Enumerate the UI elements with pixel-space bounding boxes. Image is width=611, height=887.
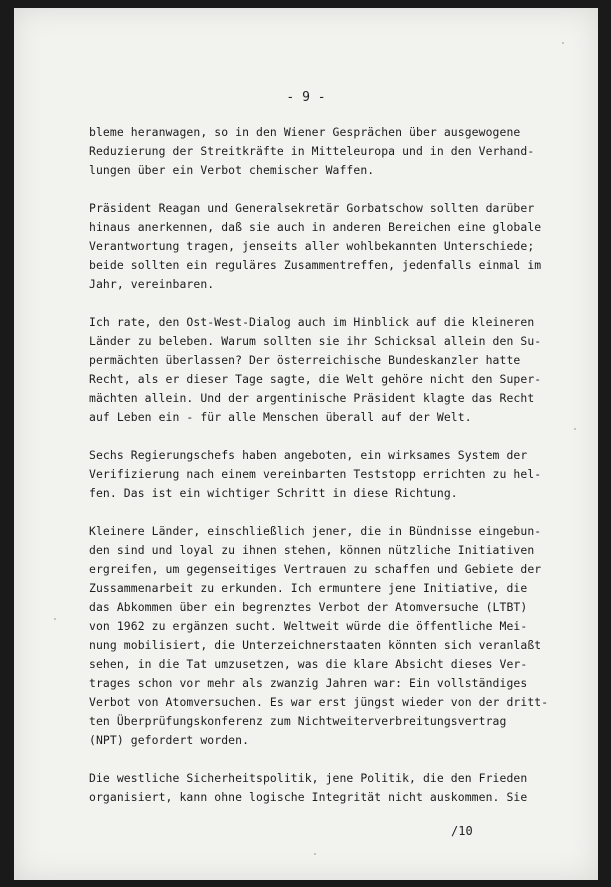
text-line: nung mobilisiert, die Unterzeichnerstaaten könnten sich veranlaßt: [89, 638, 542, 652]
text-line: lungen über ein Verbot chemischer Waffen.: [89, 163, 375, 177]
text-line: Verifizierung nach einem vereinbarten Teststopp errichten zu hel-: [89, 467, 542, 481]
text-line: Kleinere Länder, einschließlich jener, die in Bündnisse eingebun-: [89, 524, 542, 538]
text-line: bleme heranwagen, so in den Wiener Gesprächen über ausgewogene: [89, 125, 521, 139]
scan-speck: [574, 428, 576, 430]
text-line: Sechs Regierungschefs haben angeboten, ein wirksames System der: [89, 448, 528, 462]
text-line: organisiert, kann ohne logische Integrität nicht auskommen. Sie: [89, 790, 528, 804]
text-line: Recht, als er dieser Tage sagte, die Welt gehöre nicht den Super-: [89, 372, 542, 386]
text-line: auf Leben ein - für alle Menschen überall auf der Welt.: [89, 410, 472, 424]
text-line: (NPT) gefordert worden.: [89, 733, 250, 747]
paragraph: [89, 199, 569, 294]
document-page: [14, 8, 598, 880]
text-line: Präsident Reagan und Generalsekretär Gorbatschow sollten darüber: [89, 201, 535, 215]
text-line: Ich rate, den Ost-West-Dialog auch im Hinblick auf die kleineren: [89, 315, 535, 329]
text-line: von 1962 zu ergänzen sucht. Weltweit würde die öffentliche Mei-: [89, 619, 528, 633]
paragraph: [89, 446, 569, 503]
text-line: Verbot von Atomversuchen. Es war erst jüngst wieder von der dritt-: [89, 695, 549, 709]
text-line: Verantwortung tragen, jenseits aller wohlbekannten Unterschiede;: [89, 239, 535, 253]
text-line: hinaus anerkennen, daß sie auch in anderen Bereichen eine globale: [89, 220, 542, 234]
text-line: Zussammenarbeit zu erkunden. Ich ermuntere jene Initiative, die: [89, 581, 528, 595]
text-line: mächten allein. Und der argentinische Präsident klagte das Recht: [89, 391, 535, 405]
text-line: Länder zu beleben. Warum sollten sie ihr Schicksal allein den Su-: [89, 334, 542, 348]
paragraph: [89, 123, 569, 180]
page-number: - 9 -: [286, 90, 326, 105]
text-line: ergreifen, um gegenseitiges Vertrauen zu schaffen und Gebiete der: [89, 562, 542, 576]
text-line: trages schon vor mehr als zwanzig Jahren war: Ein vollständiges: [89, 676, 528, 690]
text-line: das Abkommen über ein begrenztes Verbot der Atomversuche (LTBT): [89, 600, 528, 614]
paragraph: [89, 769, 569, 807]
scan-speck: [54, 618, 56, 620]
text-line: beide sollten ein reguläres Zusammentreffen, jedenfalls einmal im: [89, 258, 542, 272]
scan-speck: [314, 853, 316, 855]
continuation-page-ref: /10: [451, 824, 473, 838]
paragraph: [89, 313, 569, 427]
text-line: den sind und loyal zu ihnen stehen, können nützliche Initiativen: [89, 543, 535, 557]
text-line: permächten überlassen? Der österreichische Bundeskanzler hatte: [89, 353, 521, 367]
text-line: ten Überprüfungskonferenz zum Nichtweiterverbreitungsvertrag: [89, 714, 507, 728]
document-body: [89, 123, 569, 826]
scan-speck: [562, 42, 564, 44]
text-line: Die westliche Sicherheitspolitik, jene Politik, die den Frieden: [89, 771, 528, 785]
text-line: sehen, in die Tat umzusetzen, was die klare Absicht dieses Ver-: [89, 657, 528, 671]
text-line: Jahr, vereinbaren.: [89, 277, 215, 291]
text-line: fen. Das ist ein wichtiger Schritt in diese Richtung.: [89, 486, 458, 500]
text-line: Reduzierung der Streitkräfte in Mitteleuropa und in den Verhand-: [89, 144, 535, 158]
paragraph: [89, 522, 569, 750]
